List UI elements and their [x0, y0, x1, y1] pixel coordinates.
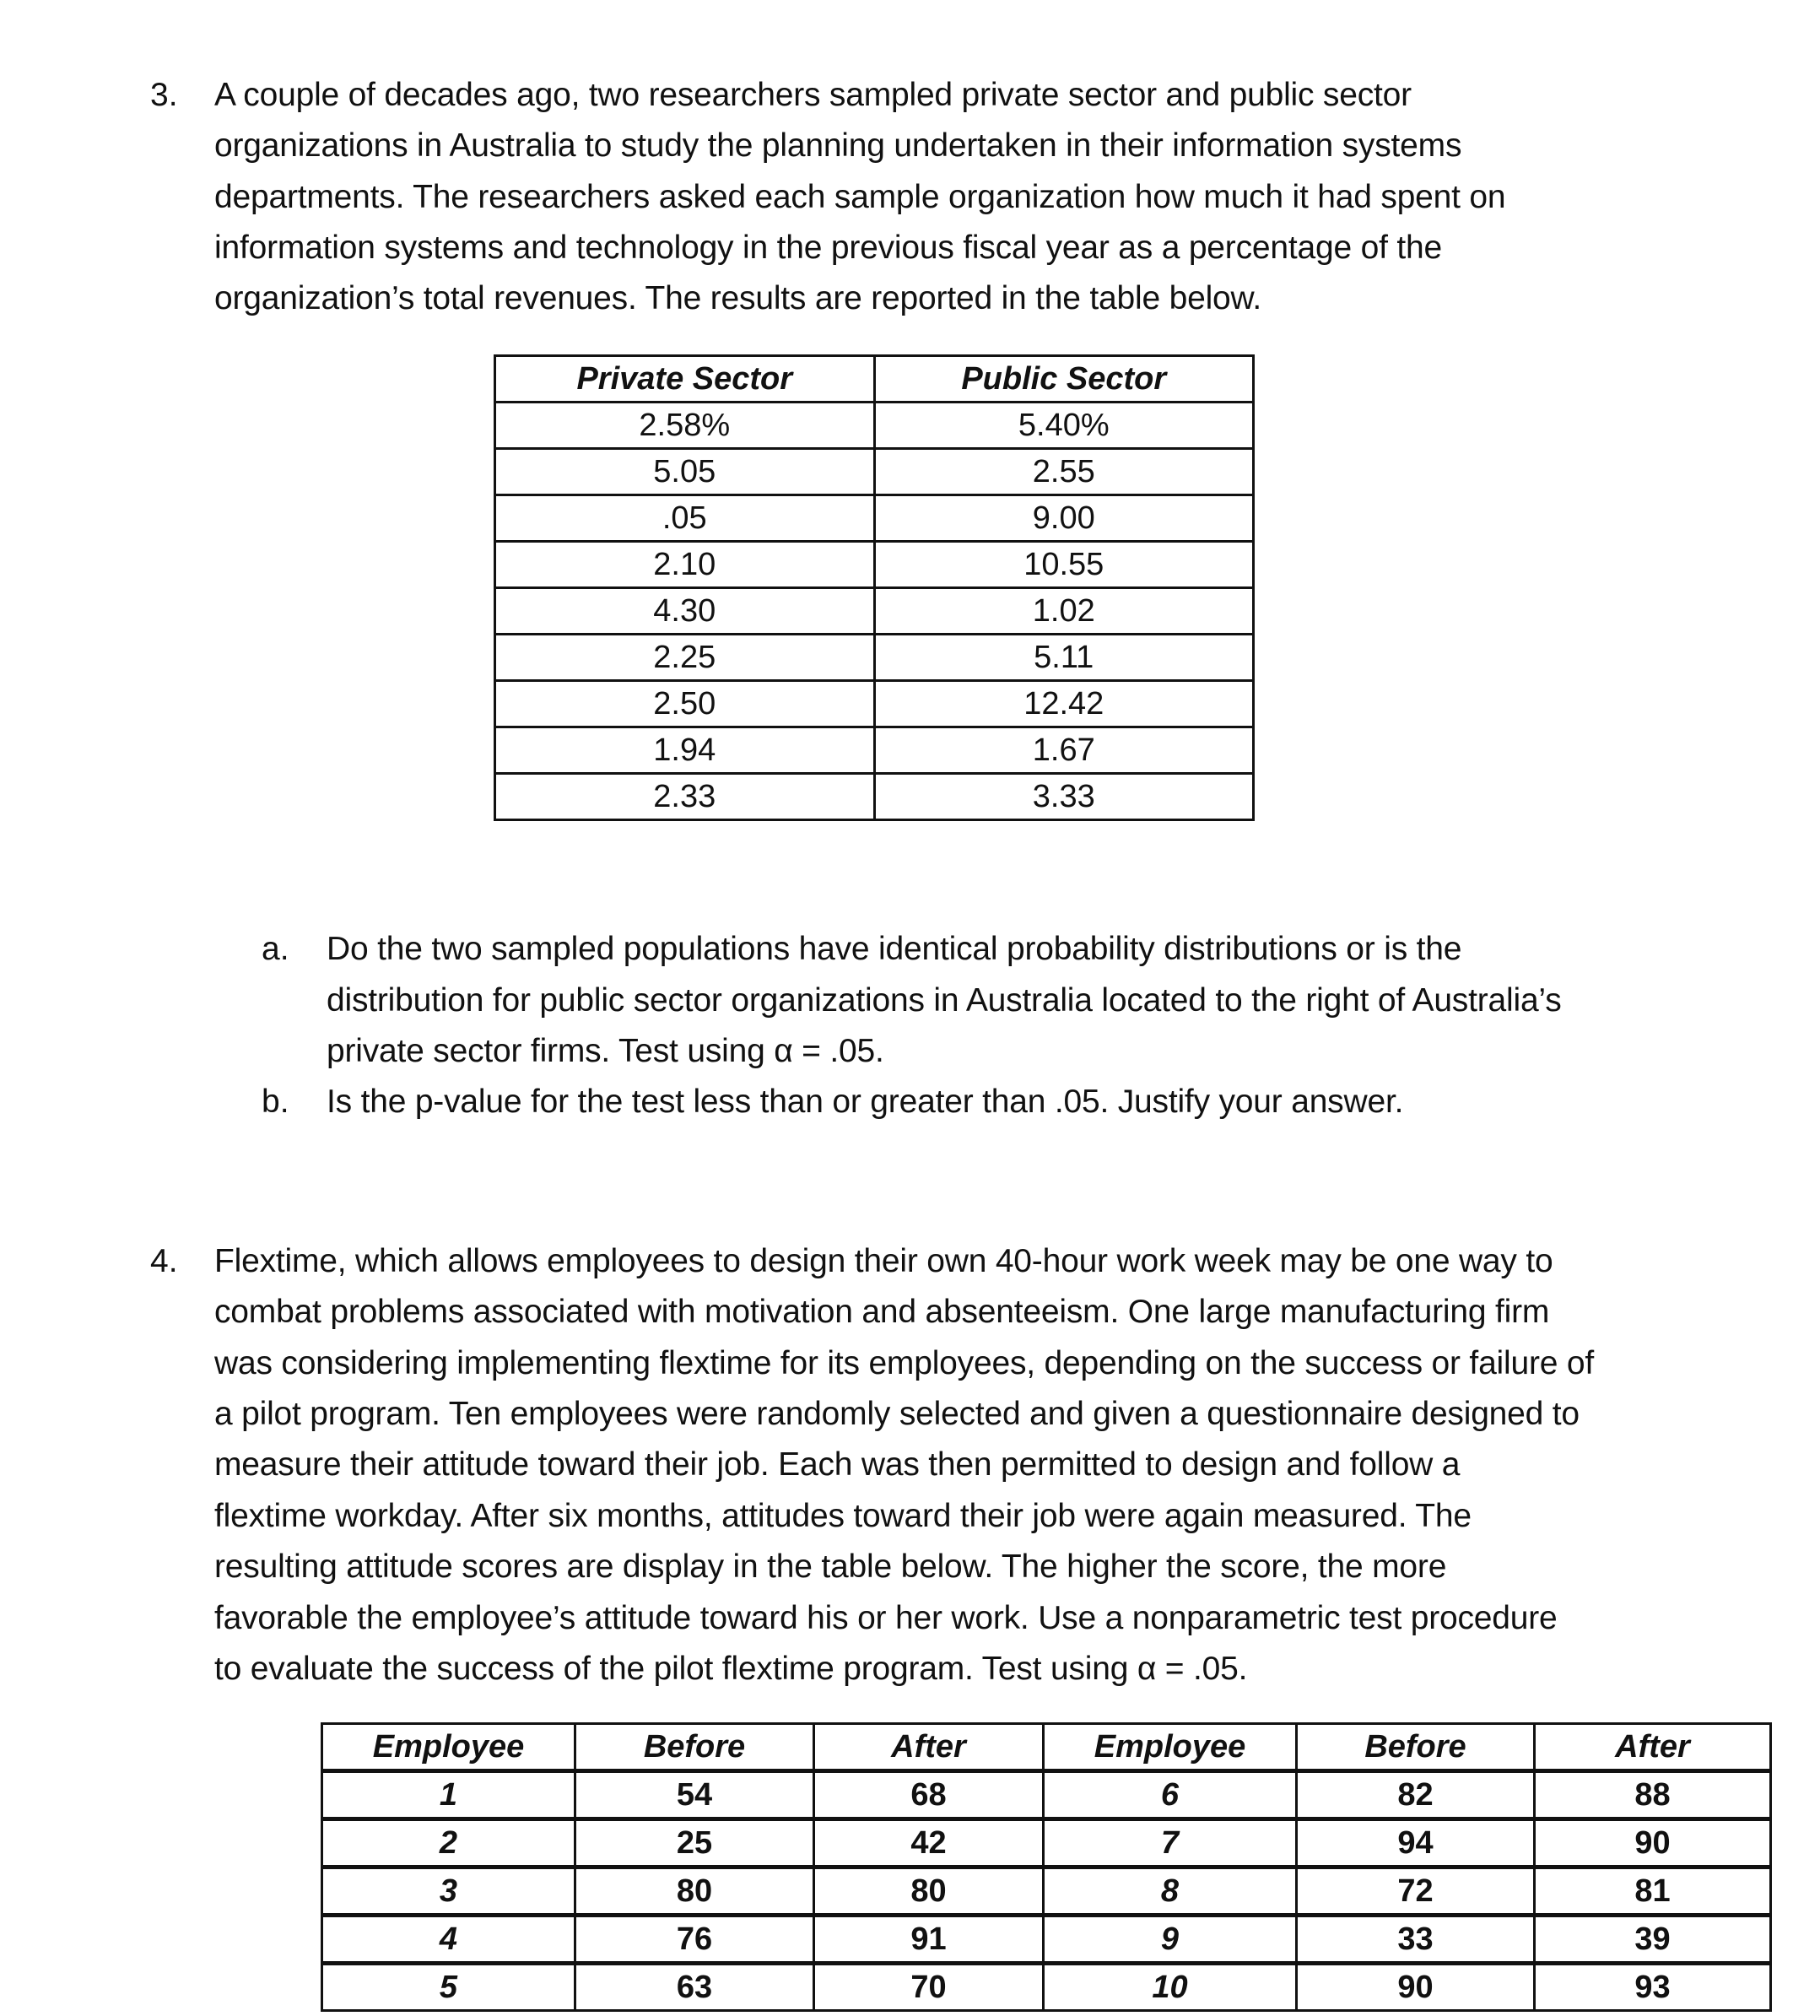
- question-text-line: Flextime, which allows employees to design their own 40-hour work week may be one way to: [214, 1243, 1553, 1279]
- column-header-private-sector: Private Sector: [495, 356, 875, 403]
- column-header-after: After: [1535, 1724, 1771, 1771]
- before-score: 33: [1297, 1916, 1535, 1964]
- question-text-line: information systems and technology in the previous fiscal year as a percentage of the: [214, 230, 1442, 266]
- public-value: 1.02: [874, 588, 1254, 635]
- public-value: 5.11: [874, 635, 1254, 681]
- column-header-employee: Employee: [322, 1724, 575, 1771]
- attitude-scores-table: [321, 1722, 1772, 2012]
- before-score: 63: [575, 1964, 814, 2011]
- public-value: 2.55: [874, 449, 1254, 495]
- table-row: [322, 1867, 1771, 1916]
- employee-id: 4: [322, 1916, 575, 1964]
- employee-id: 6: [1044, 1771, 1297, 1819]
- after-score: 39: [1535, 1916, 1771, 1964]
- before-score: 94: [1297, 1819, 1535, 1867]
- column-header-before: Before: [575, 1724, 814, 1771]
- table-row: [495, 588, 1254, 635]
- table-row: [495, 495, 1254, 542]
- before-score: 25: [575, 1819, 814, 1867]
- private-value: 4.30: [495, 588, 875, 635]
- after-score: 68: [814, 1771, 1044, 1819]
- employee-id: 7: [1044, 1819, 1297, 1867]
- table-row: [495, 403, 1254, 449]
- after-score: 70: [814, 1964, 1044, 2011]
- table-row: [322, 1916, 1771, 1964]
- employee-id: 1: [322, 1771, 575, 1819]
- part-text-line: Do the two sampled populations have identical probability distributions or is the: [327, 931, 1462, 967]
- public-value: 5.40%: [874, 403, 1254, 449]
- table-row: [495, 681, 1254, 727]
- column-header-employee: Employee: [1044, 1724, 1297, 1771]
- public-value: 12.42: [874, 681, 1254, 727]
- employee-id: 3: [322, 1867, 575, 1916]
- sector-spending-table: [494, 354, 1255, 821]
- part-label: b.: [262, 1084, 289, 1120]
- employee-id: 10: [1044, 1964, 1297, 2011]
- question-text-line: combat problems associated with motivation and absenteeism. One large manufacturing firm: [214, 1294, 1550, 1330]
- table-row: [495, 774, 1254, 820]
- before-score: 80: [575, 1867, 814, 1916]
- private-value: 2.50: [495, 681, 875, 727]
- part-text-line: private sector firms. Test using α = .05.: [327, 1033, 884, 1069]
- private-value: 1.94: [495, 727, 875, 774]
- before-score: 72: [1297, 1867, 1535, 1916]
- part-text-line: Is the p-value for the test less than or greater than .05. Justify your answer.: [327, 1084, 1404, 1120]
- table-row: [495, 542, 1254, 588]
- column-header-before: Before: [1297, 1724, 1535, 1771]
- before-score: 90: [1297, 1964, 1535, 2011]
- question-text-line: favorable the employee’s attitude toward his or her work. Use a nonparametric test procedure: [214, 1600, 1558, 1636]
- question-text-line: to evaluate the success of the pilot flextime program. Test using α = .05.: [214, 1651, 1248, 1687]
- table-row: [495, 635, 1254, 681]
- after-score: 93: [1535, 1964, 1771, 2011]
- question-text-line: flextime workday. After six months, attitudes toward their job were again measured. The: [214, 1498, 1472, 1534]
- table-row: [322, 1964, 1771, 2011]
- employee-id: 8: [1044, 1867, 1297, 1916]
- question-text-line: resulting attitude scores are display in the table below. The higher the score, the more: [214, 1548, 1447, 1585]
- private-value: 5.05: [495, 449, 875, 495]
- public-value: 10.55: [874, 542, 1254, 588]
- employee-id: 2: [322, 1819, 575, 1867]
- column-header-after: After: [814, 1724, 1044, 1771]
- question-text-line: organization’s total revenues. The results are reported in the table below.: [214, 280, 1261, 316]
- employee-id: 9: [1044, 1916, 1297, 1964]
- table-header-row: [495, 356, 1254, 403]
- column-header-public-sector: Public Sector: [874, 356, 1254, 403]
- public-value: 9.00: [874, 495, 1254, 542]
- public-value: 1.67: [874, 727, 1254, 774]
- after-score: 88: [1535, 1771, 1771, 1819]
- before-score: 76: [575, 1916, 814, 1964]
- after-score: 90: [1535, 1819, 1771, 1867]
- private-value: 2.10: [495, 542, 875, 588]
- question-text-line: organizations in Australia to study the planning undertaken in their information systems: [214, 127, 1462, 164]
- question-number: 3.: [150, 77, 178, 113]
- table-row: [495, 449, 1254, 495]
- after-score: 42: [814, 1819, 1044, 1867]
- question-number: 4.: [150, 1243, 178, 1279]
- employee-id: 5: [322, 1964, 575, 2011]
- question-text-line: measure their attitude toward their job. Each was then permitted to design and follow a: [214, 1446, 1461, 1483]
- after-score: 81: [1535, 1867, 1771, 1916]
- table-row: [322, 1819, 1771, 1867]
- question-text-line: was considering implementing flextime for its employees, depending on the success or failure of: [214, 1345, 1595, 1381]
- question-text-line: a pilot program. Ten employees were randomly selected and given a questionnaire designed to: [214, 1396, 1580, 1432]
- before-score: 54: [575, 1771, 814, 1819]
- question-text-line: departments. The researchers asked each sample organization how much it had spent on: [214, 179, 1506, 215]
- private-value: .05: [495, 495, 875, 542]
- table-row: [322, 1771, 1771, 1819]
- question-text-line: A couple of decades ago, two researchers sampled private sector and public sector: [214, 77, 1412, 113]
- before-score: 82: [1297, 1771, 1535, 1819]
- public-value: 3.33: [874, 774, 1254, 820]
- private-value: 2.33: [495, 774, 875, 820]
- part-text-line: distribution for public sector organizations in Australia located to the right of Australia’s: [327, 982, 1562, 1019]
- part-label: a.: [262, 931, 289, 967]
- private-value: 2.25: [495, 635, 875, 681]
- table-row: [495, 727, 1254, 774]
- private-value: 2.58%: [495, 403, 875, 449]
- after-score: 91: [814, 1916, 1044, 1964]
- table-header-row: [322, 1724, 1771, 1771]
- after-score: 80: [814, 1867, 1044, 1916]
